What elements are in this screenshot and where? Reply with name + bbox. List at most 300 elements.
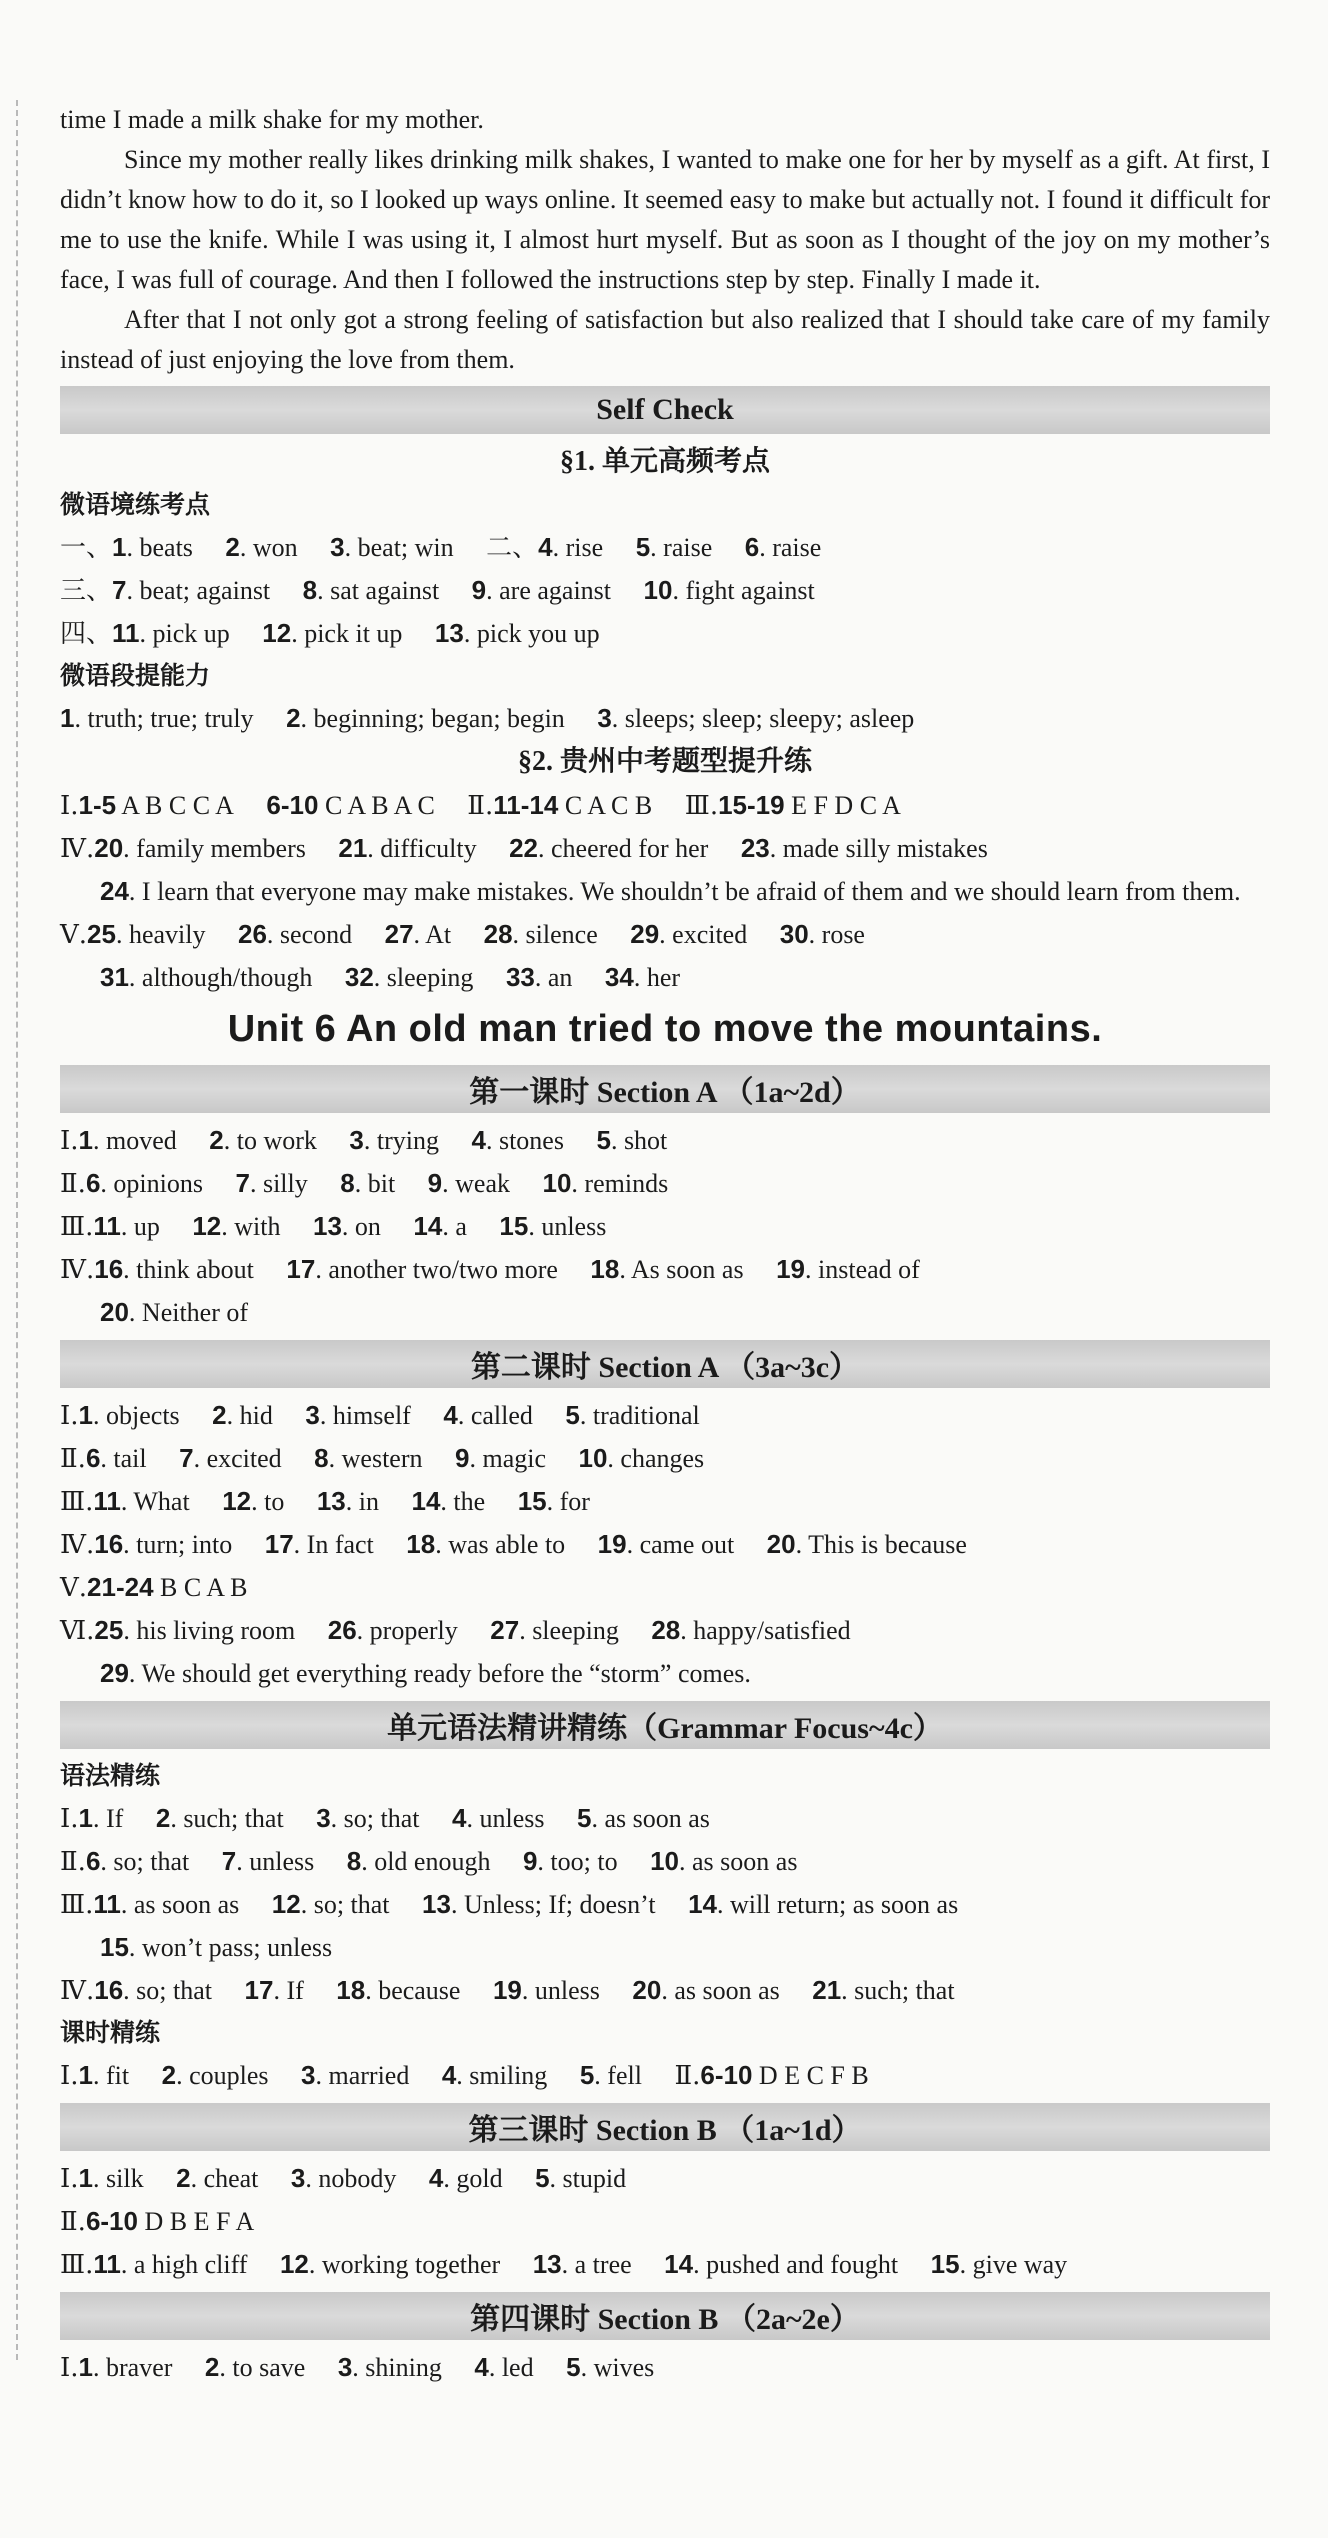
- answer-text: . This is because: [795, 1530, 967, 1559]
- item-marker: Ⅰ.: [60, 2353, 79, 2383]
- answer-text: . himself: [319, 1401, 411, 1430]
- answer-text: . to: [251, 1487, 285, 1516]
- item-number: 9: [522, 1846, 538, 1876]
- answer-row: [60, 1437, 1270, 1480]
- item-number: 7: [235, 1168, 250, 1198]
- answer-text: . pick up: [139, 619, 230, 648]
- item-number: 11: [93, 1889, 121, 1919]
- item-number: 3: [337, 2352, 353, 2382]
- answer-text: . fight against: [672, 576, 815, 605]
- answer-text: . gold: [443, 2164, 503, 2193]
- item-number: 4: [443, 1400, 458, 1430]
- item-number: 5: [635, 532, 651, 562]
- item-number: 27: [384, 919, 414, 949]
- item-number: 18: [406, 1529, 436, 1559]
- subsection-label: 微语段提能力: [60, 661, 211, 690]
- answer-text: . As soon as: [619, 1255, 744, 1284]
- item-number: 2: [155, 1803, 171, 1833]
- answer-row: [60, 1969, 1270, 2012]
- passage-line: time I made a milk shake for my mother.: [60, 105, 484, 134]
- answer-row: [60, 1162, 1270, 1205]
- answer-text: . cheered for her: [537, 834, 709, 863]
- answer-text: . for: [546, 1487, 590, 1516]
- item-number: 11-14: [493, 790, 559, 820]
- answer-text: . old enough: [361, 1847, 491, 1876]
- answer-text: . too; to: [537, 1847, 618, 1876]
- item-number: 12: [271, 1889, 301, 1919]
- item-number: 16: [94, 1975, 124, 2005]
- item-number: 28: [651, 1615, 681, 1645]
- item-number: 19: [492, 1975, 522, 2005]
- answer-text: . turn; into: [123, 1530, 233, 1559]
- item-number: 7: [179, 1443, 194, 1473]
- answer-text: . silence: [512, 920, 598, 949]
- answer-text: . unless: [528, 1212, 607, 1241]
- item-number: 3: [330, 532, 345, 562]
- item-number: 12: [222, 1486, 252, 1516]
- item-number: 17: [244, 1975, 274, 2005]
- passage-paragraph: After that I not only got a strong feeling of satisfaction but also realized that I should take care of my family instead of just enjoying the love from them.: [60, 305, 1270, 374]
- answer-text: . reminds: [571, 1169, 669, 1198]
- answer-text: E F D C A: [784, 791, 901, 820]
- item-marker: Ⅱ.: [674, 2061, 701, 2091]
- answer-text: . opinions: [100, 1169, 203, 1198]
- item-number: 17: [286, 1254, 316, 1284]
- subsection-label: 微语境练考点: [60, 490, 211, 519]
- answer-text: . I learn that everyone may make mistakes. We shouldn’t be afraid of them and we should learn from them.: [128, 877, 1241, 906]
- item-number: 6: [85, 1168, 101, 1198]
- answer-row: [60, 1840, 1270, 1883]
- item-number: 20: [94, 833, 124, 863]
- answer-row: [60, 1394, 1270, 1437]
- answer-text: . silk: [93, 2164, 144, 2193]
- item-marker: Ⅲ.: [60, 2250, 94, 2280]
- item-number: 6: [85, 1846, 101, 1876]
- answer-text: B C A B: [153, 1573, 248, 1602]
- item-marker: Ⅳ.: [60, 834, 95, 864]
- answer-text: D E C F B: [752, 2061, 869, 2090]
- answer-text: . magic: [469, 1444, 546, 1473]
- answer-text: . although/though: [128, 963, 313, 992]
- item-number: 3: [597, 703, 612, 733]
- item-number: 1: [112, 532, 127, 562]
- answer-text: . instead of: [805, 1255, 920, 1284]
- subsection-label: 课时精练: [60, 2018, 161, 2047]
- answer-row: [60, 1609, 1270, 1652]
- answer-text: . was able to: [435, 1530, 566, 1559]
- answer-row: [60, 1566, 1270, 1609]
- answer-text: . trying: [363, 1126, 439, 1155]
- item-marker: Ⅰ.: [60, 2164, 79, 2194]
- answer-text: . If: [273, 1976, 304, 2005]
- item-number: 10: [643, 575, 673, 605]
- answer-text: . excited: [659, 920, 748, 949]
- answer-row: [60, 1523, 1270, 1566]
- item-number: 5: [565, 1400, 580, 1430]
- item-number: 13: [316, 1486, 346, 1516]
- item-number: 2: [204, 2352, 220, 2382]
- item-number: 4: [471, 1125, 486, 1155]
- item-number: 15: [100, 1932, 129, 1962]
- item-number: 2: [212, 1400, 227, 1430]
- section-band-self-check: Self Check: [60, 386, 1270, 434]
- item-marker: Ⅰ.: [60, 1804, 79, 1834]
- item-number: 2: [161, 2060, 177, 2090]
- answer-text: . traditional: [579, 1401, 700, 1430]
- answer-text: . happy/satisfied: [680, 1616, 851, 1645]
- item-number: 2: [176, 2163, 191, 2193]
- item-number: 4: [428, 2163, 444, 2193]
- item-number: 20: [100, 1297, 129, 1327]
- answer-row: [60, 2346, 1270, 2389]
- item-number: 24: [100, 876, 129, 906]
- answer-text: . a tree: [561, 2250, 632, 2279]
- item-number: 3: [305, 1400, 320, 1430]
- item-number: 31: [100, 962, 129, 992]
- answer-text: . If: [93, 1804, 124, 1833]
- answer-text: . beats: [126, 533, 193, 562]
- item-number: 13: [313, 1211, 342, 1241]
- item-number: 2: [209, 1125, 224, 1155]
- answer-text: . such; that: [170, 1804, 284, 1833]
- answer-row: [60, 526, 1270, 569]
- answer-text: . came out: [626, 1530, 735, 1559]
- answer-text: . so; that: [100, 1847, 190, 1876]
- answer-text: . his living room: [123, 1616, 296, 1645]
- answer-text: . shot: [610, 1126, 668, 1155]
- answer-text: . pick you up: [463, 619, 600, 648]
- item-marker: Ⅳ.: [60, 1530, 95, 1560]
- answer-text: . raise: [759, 533, 822, 562]
- item-number: 1: [78, 1803, 94, 1833]
- answer-text: . tail: [100, 1444, 147, 1473]
- item-number: 1: [78, 1125, 94, 1155]
- item-number: 19: [597, 1529, 627, 1559]
- item-marker: Ⅴ.: [60, 920, 88, 950]
- answer-row: [60, 870, 1270, 913]
- answer-text: . beat; against: [126, 576, 271, 605]
- answer-text: . hid: [226, 1401, 273, 1430]
- item-marker: 二、: [486, 533, 539, 562]
- answer-text: C A C B: [558, 791, 653, 820]
- answer-text: . heavily: [115, 920, 206, 949]
- item-number: 18: [336, 1975, 366, 2005]
- answer-row: [60, 1652, 1270, 1695]
- answer-text: . her: [633, 963, 681, 992]
- section-band-lesson-2: 第二课时 Section A （3a~3c）: [60, 1340, 1270, 1388]
- answer-text: . properly: [356, 1616, 458, 1645]
- answer-row: [60, 612, 1270, 655]
- answer-text: . up: [120, 1212, 160, 1241]
- answer-text: . sleeping: [373, 963, 474, 992]
- item-marker: 四、: [60, 619, 113, 648]
- answer-text: . beat; win: [344, 533, 454, 562]
- answer-text: . as soon as: [661, 1976, 780, 2005]
- answer-row: [60, 569, 1270, 612]
- item-number: 30: [779, 919, 809, 949]
- answer-text: . changes: [607, 1444, 705, 1473]
- answer-text: . unless: [236, 1847, 315, 1876]
- answer-text: . a: [442, 1212, 467, 1241]
- item-marker: Ⅰ.: [60, 791, 79, 821]
- answer-row: [60, 956, 1270, 999]
- answer-text: . give way: [959, 2250, 1068, 2279]
- answer-text: . as soon as: [120, 1890, 240, 1919]
- answer-row: [60, 2157, 1270, 2200]
- item-marker: Ⅳ.: [60, 1976, 95, 2006]
- item-number: 3: [301, 2060, 316, 2090]
- item-number: 1: [78, 2352, 94, 2382]
- item-marker: Ⅲ.: [60, 1487, 94, 1517]
- answer-text: . In fact: [293, 1530, 374, 1559]
- section-title-s1: §1. 单元高频考点: [559, 446, 770, 477]
- answer-text: . fell: [594, 2061, 642, 2090]
- answer-row: [60, 1248, 1270, 1291]
- answer-text: . to work: [223, 1126, 317, 1155]
- answer-text: . stupid: [549, 2164, 627, 2193]
- item-number: 5: [566, 2352, 581, 2382]
- item-marker: Ⅱ.: [60, 2207, 86, 2237]
- item-number: 15: [930, 2249, 960, 2279]
- item-number: 15: [517, 1486, 547, 1516]
- answer-text: . another two/two more: [315, 1255, 558, 1284]
- item-number: 11: [112, 618, 140, 648]
- item-marker: Ⅵ.: [60, 1616, 95, 1646]
- item-number: 5: [535, 2163, 550, 2193]
- item-number: 11: [93, 2249, 121, 2279]
- answer-row: [60, 697, 1270, 740]
- answer-text: . because: [365, 1976, 461, 2005]
- item-marker: Ⅲ.: [60, 1890, 94, 1920]
- item-number: 29: [100, 1658, 129, 1688]
- answer-row: [60, 1119, 1270, 1162]
- answer-text: . couples: [176, 2061, 269, 2090]
- item-number: 13: [532, 2249, 562, 2279]
- item-number: 10: [650, 1846, 680, 1876]
- item-number: 33: [505, 962, 535, 992]
- item-number: 9: [471, 575, 487, 605]
- answer-text: . shining: [352, 2353, 442, 2382]
- answer-row: [60, 827, 1270, 870]
- answer-text: . We should get everything ready before the “storm” comes.: [128, 1659, 751, 1688]
- item-number: 12: [192, 1211, 222, 1241]
- item-number: 23: [740, 833, 770, 863]
- item-number: 27: [490, 1615, 520, 1645]
- answer-row: [60, 1926, 1270, 1969]
- item-marker: Ⅰ.: [60, 1126, 79, 1156]
- item-number: 14: [413, 1211, 443, 1241]
- answer-text: . in: [345, 1487, 379, 1516]
- answer-text: . wives: [580, 2353, 655, 2382]
- item-number: 5: [579, 2060, 595, 2090]
- answer-text: . sleeping: [519, 1616, 619, 1645]
- item-number: 1: [78, 2060, 94, 2090]
- answer-text: . sat against: [317, 576, 440, 605]
- item-number: 21-24: [87, 1572, 154, 1602]
- item-number: 9: [455, 1443, 470, 1473]
- item-number: 7: [221, 1846, 237, 1876]
- answer-text: . with: [221, 1212, 281, 1241]
- item-number: 13: [434, 618, 464, 648]
- section-band-lesson-3: 第三课时 Section B （1a~1d）: [60, 2103, 1270, 2151]
- item-marker: Ⅴ.: [60, 1573, 88, 1603]
- answer-text: . raise: [650, 533, 713, 562]
- answer-text: . as soon as: [679, 1847, 798, 1876]
- item-number: 34: [604, 962, 634, 992]
- answer-text: . such; that: [841, 1976, 955, 2005]
- item-number: 1: [78, 1400, 94, 1430]
- item-number: 26: [238, 919, 267, 949]
- subsection-label: 语法精练: [60, 1761, 161, 1790]
- item-number: 21: [338, 833, 368, 863]
- answer-text: . difficulty: [367, 834, 477, 863]
- item-number: 1: [78, 2163, 94, 2193]
- item-number: 9: [427, 1168, 443, 1198]
- answer-text: . sleeps; sleep; sleepy; asleep: [611, 704, 915, 733]
- answer-text: . At: [413, 920, 452, 949]
- item-number: 15: [499, 1211, 529, 1241]
- answer-text: . stones: [485, 1126, 564, 1155]
- answer-text: . fit: [93, 2061, 130, 2090]
- answer-text: . Unless; If; doesn’t: [450, 1890, 656, 1919]
- item-number: 32: [344, 962, 374, 992]
- item-number: 10: [578, 1443, 608, 1473]
- item-number: 14: [688, 1889, 718, 1919]
- item-number: 10: [542, 1168, 572, 1198]
- item-marker: Ⅳ.: [60, 1255, 95, 1285]
- item-number: 5: [596, 1125, 611, 1155]
- answer-row: [60, 2200, 1270, 2243]
- answer-text: . called: [457, 1401, 533, 1430]
- answer-text: . a high cliff: [120, 2250, 248, 2279]
- answer-text: . weak: [442, 1169, 510, 1198]
- answer-text: . excited: [193, 1444, 282, 1473]
- item-marker: 三、: [60, 576, 113, 605]
- answer-text: . nobody: [305, 2164, 397, 2193]
- item-number: 28: [483, 919, 513, 949]
- item-marker: Ⅲ.: [60, 1212, 94, 1242]
- item-marker: Ⅱ.: [60, 1169, 86, 1199]
- item-marker: Ⅰ.: [60, 2061, 79, 2091]
- item-number: 6: [85, 1443, 101, 1473]
- answer-text: . married: [315, 2061, 410, 2090]
- answer-text: . beginning; began; begin: [300, 704, 565, 733]
- answer-text: . second: [266, 920, 353, 949]
- item-number: 6-10: [700, 2060, 753, 2090]
- answer-text: A B C C A: [116, 791, 234, 820]
- item-marker: Ⅱ.: [467, 791, 494, 821]
- answer-row: [60, 1291, 1270, 1334]
- answer-row: [60, 1883, 1270, 1926]
- item-number: 4: [538, 532, 553, 562]
- item-marker: 一、: [60, 533, 113, 562]
- item-number: 17: [264, 1529, 294, 1559]
- answer-text: . cheat: [190, 2164, 259, 2193]
- item-number: 7: [112, 575, 127, 605]
- answer-text: . as soon as: [591, 1804, 710, 1833]
- answer-row: [60, 2054, 1270, 2097]
- answer-text: . made silly mistakes: [769, 834, 988, 863]
- item-marker: Ⅲ.: [684, 791, 719, 821]
- item-number: 22: [509, 833, 538, 863]
- item-marker: Ⅱ.: [60, 1847, 86, 1877]
- passage-paragraph: Since my mother really likes drinking milk shakes, I wanted to make one for her by myself as a gift. At first, I didn’t know how to do it, so I looked up ways online. It seemed easy to make but actually not. I found it difficult for me to use the knife. While I was using it, I almost hurt myself. But as soon as I thought of the joy on my mother’s face, I was full of courage. And then I followed the instructions step by step. Finally I made it.: [60, 145, 1270, 294]
- item-number: 14: [664, 2249, 694, 2279]
- section-band-lesson-1: 第一课时 Section A （1a~2d）: [60, 1065, 1270, 1113]
- item-number: 6-10: [266, 790, 319, 820]
- answer-text: C A B A C: [318, 791, 435, 820]
- item-number: 13: [422, 1889, 451, 1919]
- answer-text: . the: [440, 1487, 486, 1516]
- item-number: 5: [576, 1803, 592, 1833]
- item-number: 11: [93, 1211, 121, 1241]
- answer-text: . on: [341, 1212, 381, 1241]
- answer-text: . pushed and fought: [693, 2250, 899, 2279]
- item-number: 25: [94, 1615, 124, 1645]
- item-number: 16: [94, 1254, 124, 1284]
- section-band-lesson-4: 第四课时 Section B （2a~2e）: [60, 2292, 1270, 2340]
- answer-text: D B E F A: [137, 2207, 255, 2236]
- item-number: 8: [314, 1443, 329, 1473]
- item-number: 21: [812, 1975, 842, 2005]
- item-number: 6-10: [85, 2206, 138, 2236]
- answer-text: . silly: [249, 1169, 308, 1198]
- item-number: 4: [452, 1803, 467, 1833]
- answer-text: . braver: [93, 2353, 173, 2382]
- item-number: 29: [630, 919, 660, 949]
- answer-text: . What: [120, 1487, 190, 1516]
- item-number: 4: [441, 2060, 457, 2090]
- answer-text: . family members: [123, 834, 306, 863]
- item-number: 6: [744, 532, 760, 562]
- item-number: 8: [346, 1846, 362, 1876]
- item-number: 8: [302, 575, 318, 605]
- item-number: 26: [327, 1615, 357, 1645]
- item-number: 11: [93, 1486, 121, 1516]
- answer-text: . won: [239, 533, 298, 562]
- answer-text: . pick it up: [291, 619, 403, 648]
- answer-text: . truth; true; truly: [74, 704, 254, 733]
- answer-text: . objects: [93, 1401, 180, 1430]
- page-content: [60, 100, 1270, 2389]
- answer-text: . won’t pass; unless: [128, 1933, 333, 1962]
- item-number: 19: [776, 1254, 806, 1284]
- item-number: 8: [340, 1168, 355, 1198]
- item-number: 20: [632, 1975, 662, 2005]
- answer-row: [60, 1205, 1270, 1248]
- item-number: 3: [349, 1125, 364, 1155]
- item-number: 14: [411, 1486, 441, 1516]
- binding-margin-line: [16, 100, 18, 2360]
- answer-text: . so; that: [300, 1890, 390, 1919]
- item-number: 3: [290, 2163, 306, 2193]
- item-number: 1: [60, 703, 75, 733]
- item-number: 15-19: [718, 790, 785, 820]
- item-number: 4: [474, 2352, 489, 2382]
- answer-text: . so; that: [330, 1804, 420, 1833]
- section-band-grammar: 单元语法精讲精练（Grammar Focus~4c）: [60, 1701, 1270, 1749]
- item-number: 12: [279, 2249, 309, 2279]
- answer-text: . Neither of: [128, 1298, 249, 1327]
- answer-text: . so; that: [123, 1976, 213, 2005]
- item-number: 16: [94, 1529, 124, 1559]
- item-number: 18: [590, 1254, 620, 1284]
- answer-text: . think about: [123, 1255, 254, 1284]
- answer-row: [60, 1480, 1270, 1523]
- answer-text: . an: [534, 963, 573, 992]
- answer-text: . will return; as soon as: [717, 1890, 959, 1919]
- unit-title: Unit 6 An old man tried to move the mountains.: [227, 1008, 1103, 1050]
